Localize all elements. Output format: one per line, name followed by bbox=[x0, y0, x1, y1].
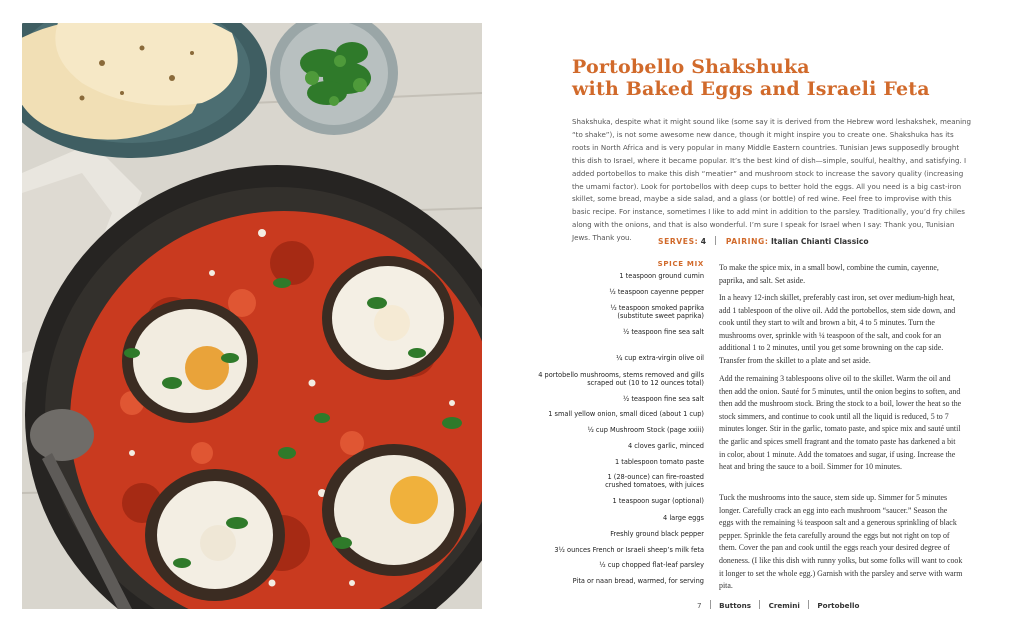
method-step: To make the spice mix, in a small bowl, combine the cumin, cayenne, paprika, and salt. Set aside. bbox=[719, 263, 939, 285]
footer-divider bbox=[808, 600, 809, 609]
serves-label: SERVES: bbox=[658, 237, 699, 246]
ingredient-item: 4 portobello mushrooms, stems removed and gills scraped out (10 to 12 ounces total) bbox=[538, 371, 704, 388]
footer-tab: Buttons bbox=[719, 601, 751, 610]
recipe-title-line1: Portobello Shakshuka bbox=[572, 56, 810, 78]
ingredient-item: ½ cup Mushroom Stock (page xxiii) bbox=[587, 426, 704, 434]
recipe-title bbox=[572, 56, 972, 100]
footer-tab: Cremini bbox=[768, 601, 800, 610]
ingredient-item: 1 (28-ounce) can fire-roasted crushed tomatoes, with juices bbox=[605, 473, 704, 490]
footer-divider bbox=[759, 600, 760, 609]
pairing-value: Italian Chianti Classico bbox=[770, 237, 869, 246]
ingredient-item: 1 teaspoon ground cumin bbox=[619, 272, 704, 280]
ingredient-item: 1 tablespoon tomato paste bbox=[614, 458, 704, 466]
recipe-intro: Shakshuka, despite what it might sound like (some say it is derived from the Hebrew word leshakshek, meaning “to shake”), is not some awesome new dance, though it might inspire you to create one. Shakshuka has its roots in North Africa and is very popular in many Middle Eastern countries. Tunisian Jews supposedly brought this dish to Israel, where it became popular. It’s the best kind of dish—simple, soulful, healthy, and satisfying. I added portobellos to make this dish “meatier” and mushroom stock to increase the savory quality (increasing the umami factor). Look for portobellos with deep cups to better hold the eggs. All you need is a big cast-iron skillet, some bread, maybe a side salad, and a glass (or bottle) of red wine. Feel free to improvise with this basic recipe. For instance, sometimes I like to add mint in addition to the parsley. Traditionally, you’d fry chiles along with the onions, and that is also wonderful. I’m sure I speak for Israel when I say: Thank you, Tunisian Jews. Thank you. bbox=[572, 117, 972, 243]
ingredients-list bbox=[530, 260, 704, 585]
page-footer bbox=[697, 600, 859, 610]
shakshuka-photo bbox=[22, 23, 482, 609]
page-number: 7 bbox=[697, 601, 702, 610]
recipe-header bbox=[572, 56, 972, 245]
ingredient-item: 3½ ounces French or Israeli sheep’s milk feta bbox=[554, 546, 704, 554]
meta-divider bbox=[715, 236, 716, 245]
pairing-label: PAIRING: bbox=[725, 237, 769, 246]
ingredient-item: ½ teaspoon fine sea salt bbox=[622, 328, 704, 336]
ingredient-item: ½ teaspoon smoked paprika (substitute sweet paprika) bbox=[610, 304, 704, 321]
ingredient-item: 1 small yellow onion, small diced (about 1 cup) bbox=[548, 410, 704, 418]
ingredient-item: Pita or naan bread, warmed, for serving bbox=[572, 577, 704, 585]
recipe-title-line2: with Baked Eggs and Israeli Feta bbox=[572, 78, 930, 100]
recipe-meta bbox=[658, 236, 869, 246]
ingredient-item: ¼ cup extra-virgin olive oil bbox=[615, 354, 704, 362]
spice-mix-heading: SPICE MIX bbox=[657, 260, 704, 268]
ingredient-item: ½ cup chopped flat-leaf parsley bbox=[599, 561, 704, 569]
ingredient-item: Freshly ground black pepper bbox=[610, 530, 704, 538]
method-step: Add the remaining 3 tablespoons olive oil to the skillet. Warm the oil and then add the onion. Sauté for 5 minutes, until the onion begins to soften, and then add the mushroom stock. Bring the stock to a boil, lower the heat so the stock simmers, and continue to cook until all the liquid is reduced, 5 to 7 minutes longer. Stir in the garlic, tomato paste, and spice mix and sauté until the garlic and spices smell fragrant and the tomato paste has darkened a bit in color, about 1 minute. Add the tomatoes and sugar, if using. Increase the heat and bring the sauce to a boil. Simmer for 10 minutes. bbox=[719, 374, 962, 472]
ingredient-item: 4 large eggs bbox=[663, 514, 704, 522]
ingredient-item: 1 teaspoon sugar (optional) bbox=[612, 497, 704, 505]
ingredient-item: 4 cloves garlic, minced bbox=[628, 442, 704, 450]
method-step: In a heavy 12-inch skillet, preferably cast iron, set over medium-high heat, add 1 tablespoon of the olive oil. Add the portobellos, stem side down, and cook until they start to wilt and brown a bit, 4 to 5 minutes. Turn the mushrooms over, sprinkle with ¼ teaspoon of the salt, and cook for an additional 1 to 2 minutes, until you get some browning on the cap side. Transfer from the skillet to a plate and set aside. bbox=[719, 293, 956, 365]
ingredient-item: ½ teaspoon cayenne pepper bbox=[609, 288, 704, 296]
shakshuka-skillet-photo-icon bbox=[22, 23, 482, 609]
serves-value: 4 bbox=[700, 237, 706, 246]
footer-divider bbox=[710, 600, 711, 609]
method-step: Tuck the mushrooms into the sauce, stem side up. Simmer for 5 minutes longer. Carefully crack an egg into each mushroom “saucer.” Season the eggs with the remaining ¼ teaspoon salt and a generous sprinkling of black pepper. Sprinkle the feta carefully around the eggs but not right on top of them. Cover the pan and cook until the eggs reach your desired degree of doneness. (I like this dish with runny yolks, but some folks will want to cook it longer to set the whole egg.) Garnish with the parsley and serve with warm pita. bbox=[719, 493, 963, 591]
ingredient-item: ½ teaspoon fine sea salt bbox=[622, 395, 704, 403]
footer-tab: Portobello bbox=[817, 601, 860, 610]
